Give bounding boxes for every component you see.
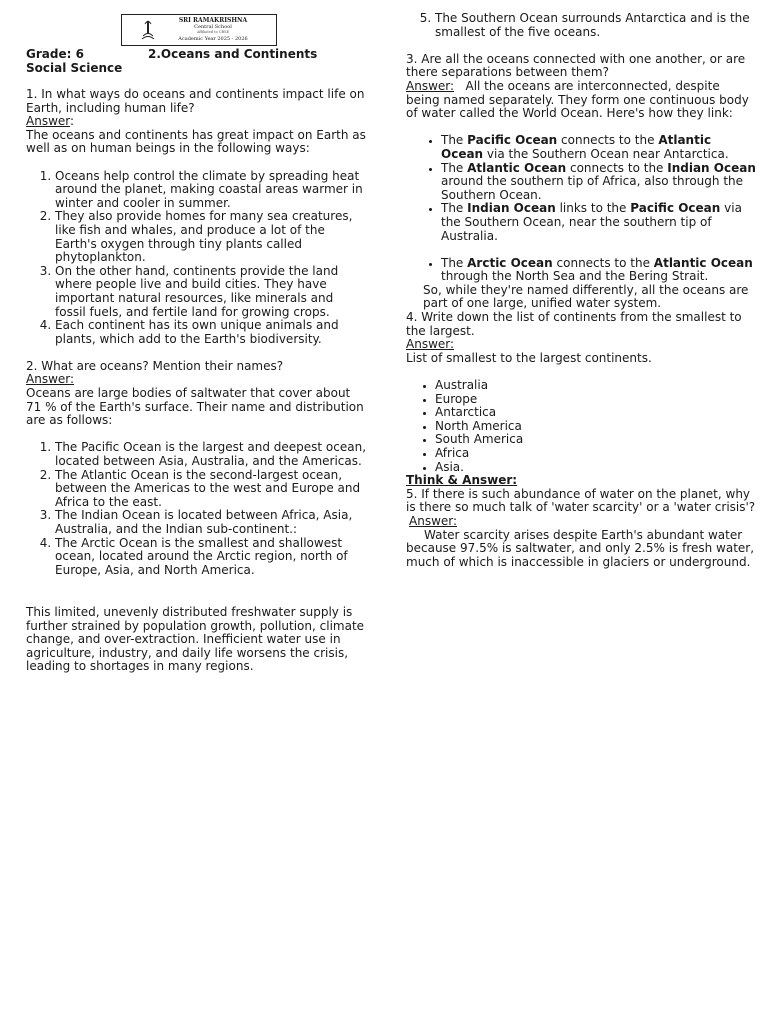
list-item: 1. The Pacific Ocean is the largest and deepest ocean, located between Asia, Australia, and the Americas.: [55, 441, 366, 468]
q3-conclusion: So, while they're named differently, all the oceans are part of one large, unified water system.: [423, 282, 749, 311]
list-item: 3. On the other hand, continents provide the land where people live and build cities. They have important natural resources, like minerals and fossil fuels, and fertile land for growing crops.: [55, 265, 366, 319]
list-item: • Antarctica: [435, 406, 756, 420]
list-item: • Africa: [435, 447, 756, 461]
q4-question: 4. Write down the list of continents from the smallest to the largest.: [406, 310, 742, 338]
left-bottom-block: [26, 606, 366, 674]
list-item: • The Atlantic Ocean connects to the Indian Ocean around the southern tip of Africa, also through the Southern Ocean.: [441, 162, 756, 203]
q2-question: 2. What are oceans? Mention their names?: [26, 358, 284, 373]
continents-list: [406, 379, 756, 474]
list-item: • The Indian Ocean links to the Pacific Ocean via the Southern Ocean, near the southern tip of Australia.: [441, 202, 756, 243]
subject-label: Social Science: [26, 60, 123, 75]
school-logo: [121, 14, 277, 46]
oceans-list: [26, 441, 366, 577]
list-item: 3. The Indian Ocean is located between Africa, Asia, Australia, and the Indian sub-continent.:: [55, 509, 366, 536]
q4-intro: List of smallest to the largest continents.: [406, 350, 652, 365]
q1-question: 1. In what ways do oceans and continents impact life on Earth, including human life?: [26, 87, 365, 115]
list-item: • North America: [435, 420, 756, 434]
chapter-title: 2.Oceans and Continents: [148, 47, 318, 61]
q3-answer: [406, 80, 756, 121]
q3-answer-text: All the oceans are interconnected, despite being named separately. They form one continuous body of water called the World Ocean. Here's how they link:: [406, 78, 749, 121]
q1-intro: The oceans and continents has great impact on Earth as well as on human beings in the following ways:: [26, 127, 366, 156]
q2-answer-label: Answer:: [26, 372, 75, 387]
left-column: [26, 88, 366, 577]
school-subtitle: Central School: [194, 24, 232, 30]
q1-points-list: [26, 170, 366, 347]
think-answer-label: Answer:: [409, 513, 458, 528]
q3-question: 3. Are all the oceans connected with one another, or are there separations between them?: [406, 51, 746, 80]
list-item: 4. The Arctic Ocean is the smallest and shallowest ocean, located around the Arctic region, north of Europe, Asia, and North America.: [55, 537, 366, 578]
q1-answer-label: Answer:: [26, 114, 75, 129]
list-item: 2. They also provide homes for many sea creatures, like fish and whales, and produce a lot of the Earth's oxygen through tiny plants called phytoplankton.: [55, 210, 366, 264]
school-affiliation: Affiliated to CBSE: [196, 30, 230, 34]
list-item: • The Arctic Ocean connects to the Atlantic Ocean through the North Sea and the Bering Strait.: [441, 257, 756, 284]
list-item: 2. The Atlantic Ocean is the second-largest ocean, between the Americas to the west and Europe and Africa to the east.: [55, 469, 366, 510]
ocean-links-list-2: [406, 257, 756, 284]
grade-label: Grade: 6: [26, 47, 84, 61]
list-item: • The Pacific Ocean connects to the Atlantic Ocean via the Southern Ocean near Antarctica.: [441, 134, 756, 161]
list-item: • South America: [435, 433, 756, 447]
list-item: 5. The Southern Ocean surrounds Antarctica and is the smallest of the five oceans.: [435, 12, 756, 39]
academic-year: Academic Year 2025 - 2026: [178, 36, 248, 42]
think-answer-heading: Think & Answer:: [406, 473, 518, 488]
freshwater-paragraph: This limited, unevenly distributed freshwater supply is further strained by population growth, pollution, climate change, and over-extraction. Inefficient water use in agriculture, industry, and daily life worsens the crisis, leading to shortages in many regions.: [26, 605, 365, 674]
school-name: SRI RAMAKRISHNA: [178, 17, 248, 24]
oceans-list-continued: [406, 12, 756, 39]
q3-answer-label: Answer:: [406, 78, 455, 93]
page-header: [26, 48, 366, 75]
school-emblem-icon: [140, 18, 156, 42]
think-answer-label-line: [406, 515, 756, 529]
right-column: [406, 12, 756, 569]
list-item: 4. Each continent has its own unique animals and plants, which add to the Earth's biodiversity.: [55, 319, 366, 346]
think-answer-text: Water scarcity arises despite Earth's abundant water because 97.5% is saltwater, and only 2.5% is fresh water, much of which is inaccessible in glaciers or underground.: [406, 527, 755, 569]
list-item: • Europe: [435, 393, 756, 407]
ocean-links-list: [406, 134, 756, 243]
q4-answer-label: Answer:: [406, 337, 455, 352]
list-item: 1. Oceans help control the climate by spreading heat around the planet, making coastal areas warmer in winter and cooler in summer.: [55, 170, 366, 211]
list-item: • Asia.: [435, 461, 756, 475]
think-question: 5. If there is such abundance of water on the planet, why is there so much talk of 'water scarcity' or a 'water crisis'?: [406, 486, 756, 515]
q2-intro: Oceans are large bodies of saltwater that cover about 71 % of the Earth's surface. Their name and distribution are as follows:: [26, 386, 364, 428]
list-item: • Australia: [435, 379, 756, 393]
